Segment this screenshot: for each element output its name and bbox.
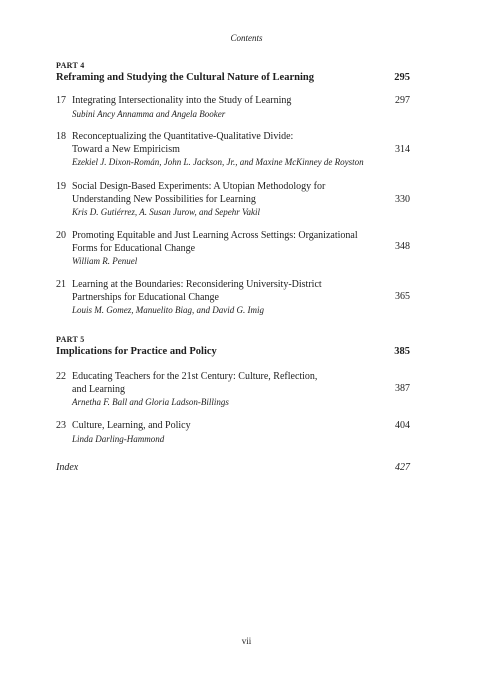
toc-entry-21[interactable] [56,279,410,316]
running-head: Contents [230,33,263,43]
part-label: PART 4 [56,61,85,70]
chapter-title-line: Integrating Intersectionality into the Study of Learning [72,95,292,106]
part-page-number: 295 [394,72,410,83]
chapter-title-line: and Learning [72,383,126,395]
chapter-authors: Linda Darling-Hammond [72,433,165,444]
chapter-number: 17 [56,95,66,106]
chapter-title-line: Forms for Educational Change [72,242,196,254]
part-label: PART 5 [56,335,85,344]
chapter-authors: Ezekiel J. Dixon-Román, John L. Jackson, Jr., and Maxine McKinney de Royston [72,157,364,167]
toc-entry-18[interactable] [56,131,410,168]
part-title-row [56,71,410,84]
toc-entry-index[interactable] [56,462,410,473]
toc-entry-22[interactable] [56,371,410,408]
chapter-number: 23 [56,420,66,431]
chapter-title-line: Toward a New Empiricism [72,143,180,155]
toc-entry-17[interactable] [56,95,410,120]
chapter-title-line: Partnerships for Educational Change [72,291,219,303]
chapter-number: 19 [56,181,66,192]
chapter-authors: Arnetha F. Ball and Gloria Ladson-Billings [72,397,229,407]
part-page-number: 385 [394,346,410,357]
chapter-authors: Kris D. Gutiérrez, A. Susan Jurow, and Sepehr Vakil [72,207,260,217]
chapter-number: 18 [56,131,66,142]
toc-entry-20[interactable] [56,230,410,267]
chapter-number: 22 [56,371,66,382]
chapter-title-line: Reconceptualizing the Quantitative-Qualitative Divide: [72,131,294,142]
chapter-page-number: 387 [395,383,410,394]
chapter-page-number: 404 [395,420,410,431]
chapter-page-number: 348 [395,241,410,252]
chapter-authors: William R. Penuel [72,256,138,266]
chapter-authors: Louis M. Gomez, Manuelito Biag, and David G. Imig [72,305,264,315]
part-title: Implications for Practice and Policy [56,346,217,357]
chapter-number: 21 [56,279,66,290]
chapter-title-line: Understanding New Possibilities for Learning [72,193,256,205]
chapter-page-number: 365 [395,291,410,302]
index-label: Index [56,462,79,473]
part-title-row [56,345,410,358]
chapter-title-line: Promoting Equitable and Just Learning Across Settings: Organizational [72,230,358,241]
chapter-title-line: Social Design-Based Experiments: A Utopian Methodology for [72,181,326,192]
chapter-number: 20 [56,230,66,241]
chapter-page-number: 297 [395,95,410,106]
chapter-page-number: 314 [395,144,410,155]
part-title: Reframing and Studying the Cultural Nature of Learning [56,72,314,83]
toc-entry-19[interactable] [56,181,410,218]
chapter-authors: Subini Ancy Annamma and Angela Booker [72,108,226,119]
index-page-number: 427 [395,462,410,473]
page-folio: vii [241,636,252,646]
chapter-title-line: Culture, Learning, and Policy [72,420,191,431]
toc-entry-23[interactable] [56,420,410,445]
chapter-title-line: Educating Teachers for the 21st Century: Culture, Reflection, [72,371,318,382]
part-5-heading [56,334,410,358]
chapter-page-number: 330 [395,194,410,205]
chapter-title-line: Learning at the Boundaries: Reconsidering University-District [72,279,322,290]
part-4-heading [56,60,410,84]
